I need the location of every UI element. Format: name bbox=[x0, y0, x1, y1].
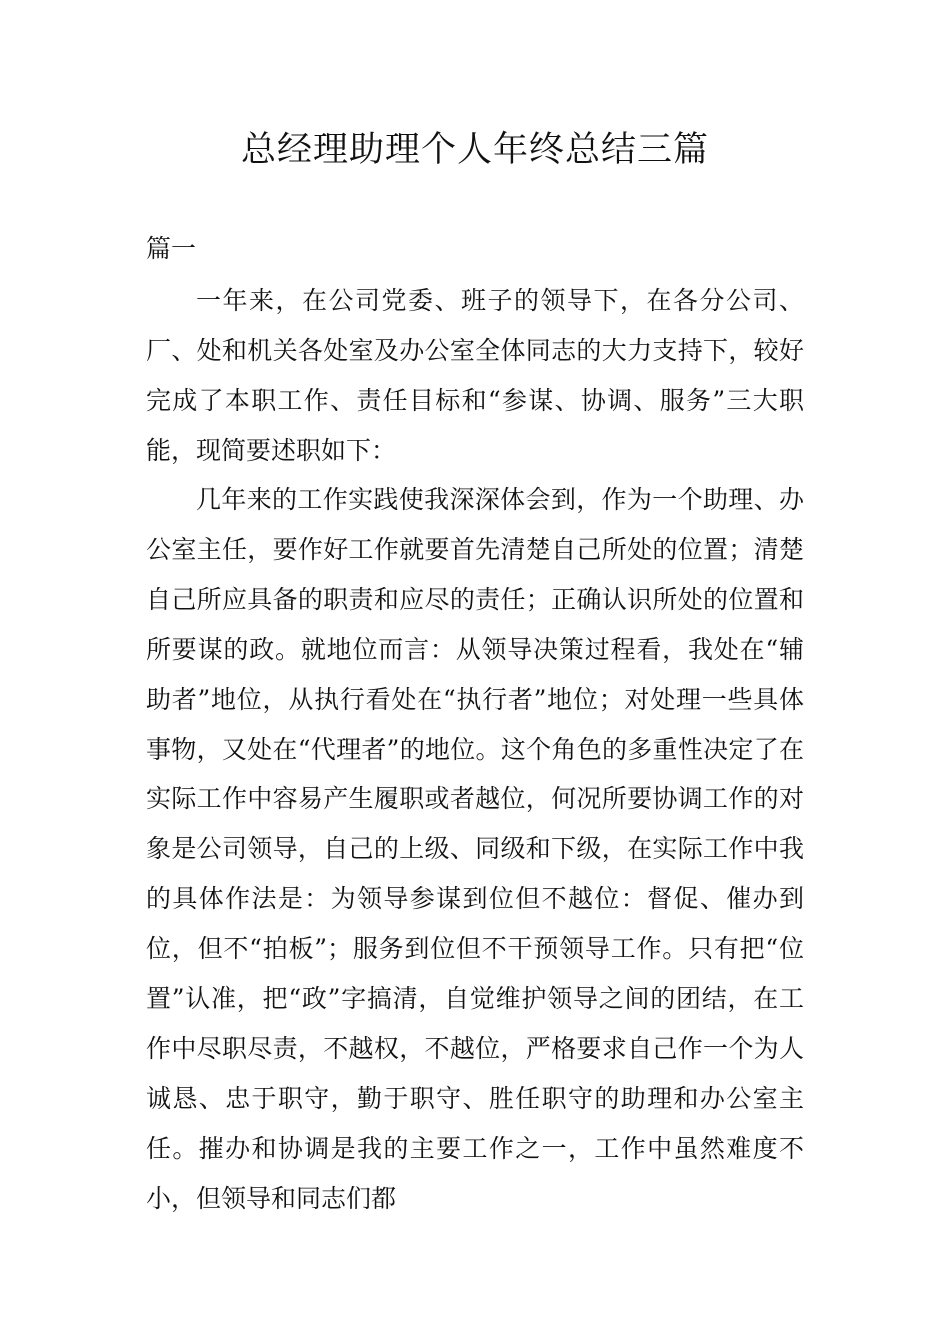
section-label: 篇一 bbox=[146, 234, 197, 263]
paragraph-2: 几年来的工作实践使我深深体会到，作为一个助理、办公室主任，要作好工作就要首先清楚自己所处的位置；清楚自己所应具备的职责和应尽的责任；正确认识所处的位置和所要谋的政。就地位而言：从领导决策过程看，我处在“辅助者”地位，从执行看处在“执行者”地位；对处理一些具体事物，又处在“代理者”的地位。这个角色的多重性决定了在实际工作中容易产生履职或者越位，何况所要协调工作的对象是公司领导，自己的上级、同级和下级，在实际工作中我的具体作法是：为领导参谋到位但不越位：督促、催办到位，但不“拍板”；服务到位但不干预领导工作。只有把“位置”认准，把“政”字搞清，自觉维护领导之间的团结，在工作中尽职尽责，不越权，不越位，严格要求自己作一个为人诚恳、忠于职守，勤于职守、胜任职守的助理和办公室主任。摧办和协调是我的主要工作之一，工作中虽然难度不小，但领导和同志们都 bbox=[146, 485, 804, 1213]
paragraph-1: 一年来，在公司党委、班子的领导下，在各分公司、厂、处和机关各处室及办公室全体同志的大力支持下，较好完成了本职工作、责任目标和“参谋、协调、服务”三大职能，现简要述职如下： bbox=[146, 286, 804, 465]
document-title: 总经理助理个人年终总结三篇 bbox=[240, 130, 709, 170]
